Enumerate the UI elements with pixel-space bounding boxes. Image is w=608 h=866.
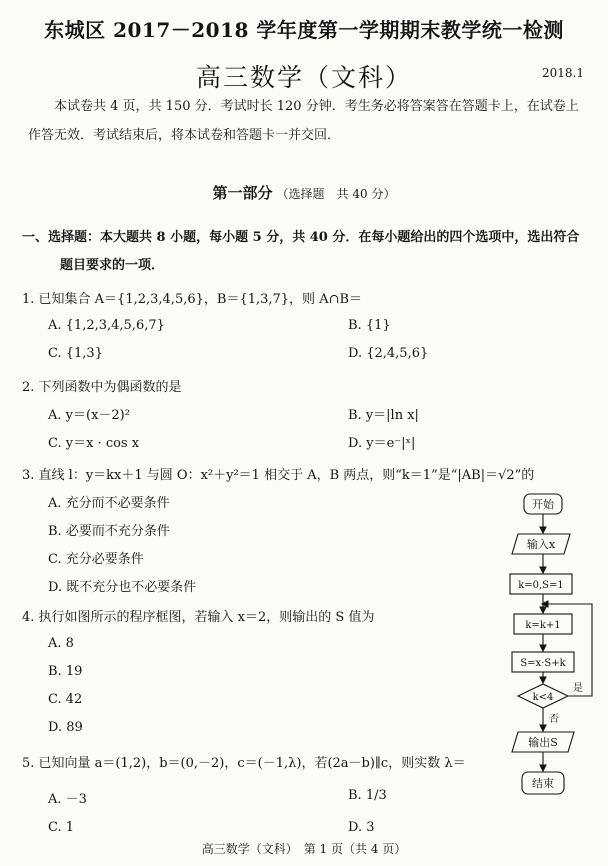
question-4-option-d: D. 89 [48,720,83,735]
page-footer: 高三数学（文科） 第 1 页（共 4 页） [201,842,407,856]
question-3-option-d: D. 既不充分也不必要条件 [48,580,197,595]
section-note: （选择题 共 40 分） [276,187,396,201]
question-4-option-b: B. 19 [48,664,83,679]
exam-date: 2018.1 [542,66,584,80]
intro-paragraph: 本试卷共 4 页，共 150 分．考试时长 120 分钟．考生务必将答案答在答题卡上，在试卷上作答无效．考试结束后，将本试卷和答题卡一并交回． [28,99,579,143]
flowchart-condition-label: k<4 [532,692,554,703]
question-3-option-b: B. 必要而不充分条件 [48,524,170,539]
question-5-option-b: B. 1/3 [348,788,387,803]
flowchart-output-label: 输出S [528,736,558,749]
exam-subtitle: 高三数学（文科） [195,63,412,92]
question-2-option-d: D. y＝e⁻|ˣ| [348,436,416,451]
question-3-stem: 3. 直线 l：y＝kx＋1 与圆 O：x²＋y²＝1 相交于 A，B 两点，则“k＝1”是“|AB|＝√2”的 [22,468,535,483]
question-1-option-d: D. {2,4,5,6} [348,346,429,361]
question-5-option-d: D. 3 [348,820,375,835]
question-2-stem: 2. 下列函数中为偶函数的是 [22,380,182,395]
flowchart-step1-label: k=k+1 [525,620,561,631]
instruction-line-2: 题目要求的一项． [60,258,165,273]
flowchart-input-label: 输入x [526,538,556,551]
section-title: 第一部分 [212,184,273,202]
flowchart-start-label: 开始 [532,498,554,511]
question-1-option-b: B. {1} [348,318,391,333]
question-3-option-c: C. 充分必要条件 [48,552,144,567]
question-2-option-c: C. y＝x · cos x [48,436,140,451]
question-1-stem: 1. 已知集合 A＝{1,2,3,4,5,6}，B＝{1,3,7}，则 A∩B＝ [22,292,363,307]
question-4-stem: 4. 执行如图所示的程序框图，若输入 x＝2，则输出的 S 值为 [22,610,375,625]
question-4-option-c: C. 42 [48,692,83,707]
question-2-option-b: B. y＝|ln x| [348,408,419,423]
question-5-stem: 5. 已知向量 a＝(1,2)，b＝(0,－2)，c＝(－1,λ)，若(2a－b)∥c，则实数 λ＝ [22,756,466,771]
question-3-option-a: A. 充分而不必要条件 [48,496,170,511]
question-2-option-a: A. y＝(x－2)² [48,408,130,423]
instruction [22,224,592,280]
exam-title: 东城区 2017－2018 学年度第一学期期末教学统一检测 [44,18,564,42]
flowchart-step2-label: S=x·S+k [520,658,566,669]
flowchart [500,486,604,824]
flowchart-end-label: 结束 [532,777,554,790]
instruction-line-1: 一、选择题：本大题共 8 小题，每小题 5 分，共 40 分．在每小题给出的四个选项中，选出符合 [22,230,580,245]
question-1-option-a: A. {1,2,3,4,5,6,7} [48,318,165,333]
flowchart-no-label: 否 [549,714,559,725]
question-5-option-c: C. 1 [48,820,75,835]
section-heading [0,182,608,203]
question-1-option-c: C. {1,3} [48,346,103,361]
question-5-option-a: A. －3 [48,792,87,807]
flowchart-yes-label: 是 [573,683,583,694]
question-4-option-a: A. 8 [48,636,74,651]
flowchart-init-label: k=0,S=1 [518,580,564,591]
